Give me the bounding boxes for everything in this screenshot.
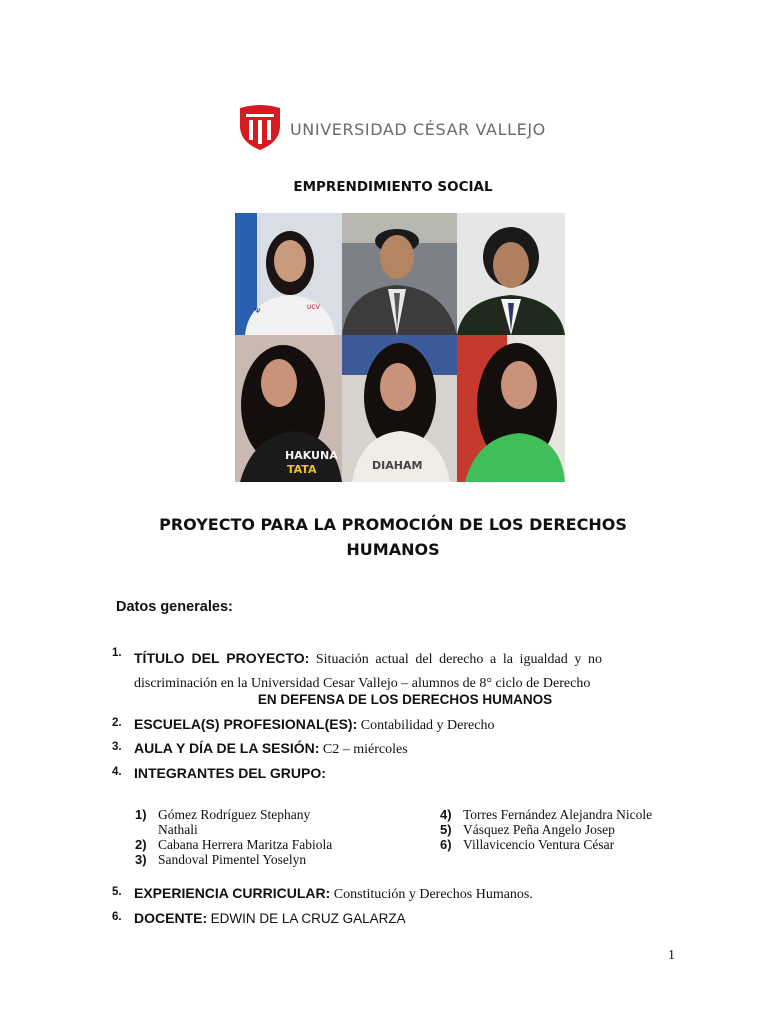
item-label: EXPERIENCIA CURRICULAR: [134, 885, 331, 901]
group-photo-collage [235, 213, 565, 482]
photo-student-6 [457, 335, 565, 482]
svg-text:DIAHAM: DIAHAM [372, 459, 423, 472]
photo-student-5 [342, 335, 457, 482]
member-name: Gómez Rodríguez Stephany Nathali [158, 807, 311, 837]
photo-student-2 [342, 213, 457, 335]
item-label: TÍTULO DEL PROYECTO: [134, 650, 310, 666]
photo-student-3 [457, 213, 565, 335]
photo-student-4 [235, 335, 342, 482]
member-name: Sandoval Pimentel Yoselyn [158, 852, 307, 867]
university-logo [240, 104, 546, 152]
project-title: PROYECTO PARA LA PROMOCIÓN DE LOS DERECHOS HUMANOS [159, 515, 627, 559]
item-label: INTEGRANTES DEL GRUPO: [134, 765, 326, 781]
member-name: Cabana Herrera Maritza Fabiola [158, 837, 333, 852]
svg-text:Ψ: Ψ [255, 307, 261, 315]
member-number: 5) [440, 822, 452, 837]
member-name: Vásquez Peña Angelo Josep [463, 822, 615, 837]
list-number: 2. [112, 717, 122, 729]
list-number: 4. [112, 766, 122, 778]
list-number: 3. [112, 741, 122, 753]
list-number: 5. [112, 886, 122, 898]
svg-text:TATA: TATA [287, 463, 317, 476]
page-number: 1 [668, 948, 675, 963]
member-number: 4) [440, 807, 452, 822]
item-value: Contabilidad y Derecho [360, 718, 495, 733]
item-value: Situación actual del derecho a la igualdad y no discriminación en la Universidad Cesar Vallejo – alumnos de 8° ciclo de Derecho [134, 652, 602, 691]
member-name: Torres Fernández Alejandra Nicole [463, 807, 653, 822]
item-label: ESCUELA(S) PROFESIONAL(ES): [134, 716, 358, 732]
item-value: C2 – miércoles [322, 742, 408, 757]
photo-student-1 [235, 213, 342, 335]
item-value: Constitución y Derechos Humanos. [333, 887, 533, 902]
ucv-shield-icon [240, 104, 280, 150]
member-number: 3) [135, 852, 147, 867]
svg-text:UCV: UCV [307, 304, 320, 311]
member-number: 1) [135, 807, 147, 822]
member-name: Villavicencio Ventura César [463, 837, 615, 852]
list-number: 1. [112, 647, 122, 659]
list-number: 6. [112, 911, 122, 923]
svg-text:HAKUNA: HAKUNA [285, 449, 338, 462]
member-number: 6) [440, 837, 452, 852]
section-heading-datos-generales: Datos generales: [116, 599, 233, 615]
document-heading: EMPRENDIMIENTO SOCIAL [293, 179, 493, 195]
item-value: EDWIN DE LA CRUZ GALARZA [210, 911, 406, 926]
logo-wordmark: UNIVERSIDAD CÉSAR VALLEJO [290, 120, 546, 139]
item-body [134, 646, 602, 696]
item-label: DOCENTE: [134, 910, 208, 926]
item-label: AULA Y DÍA DE LA SESIÓN: [134, 740, 320, 756]
member-number: 2) [135, 837, 147, 852]
project-subtitle: EN DEFENSA DE LOS DERECHOS HUMANOS [257, 692, 553, 707]
